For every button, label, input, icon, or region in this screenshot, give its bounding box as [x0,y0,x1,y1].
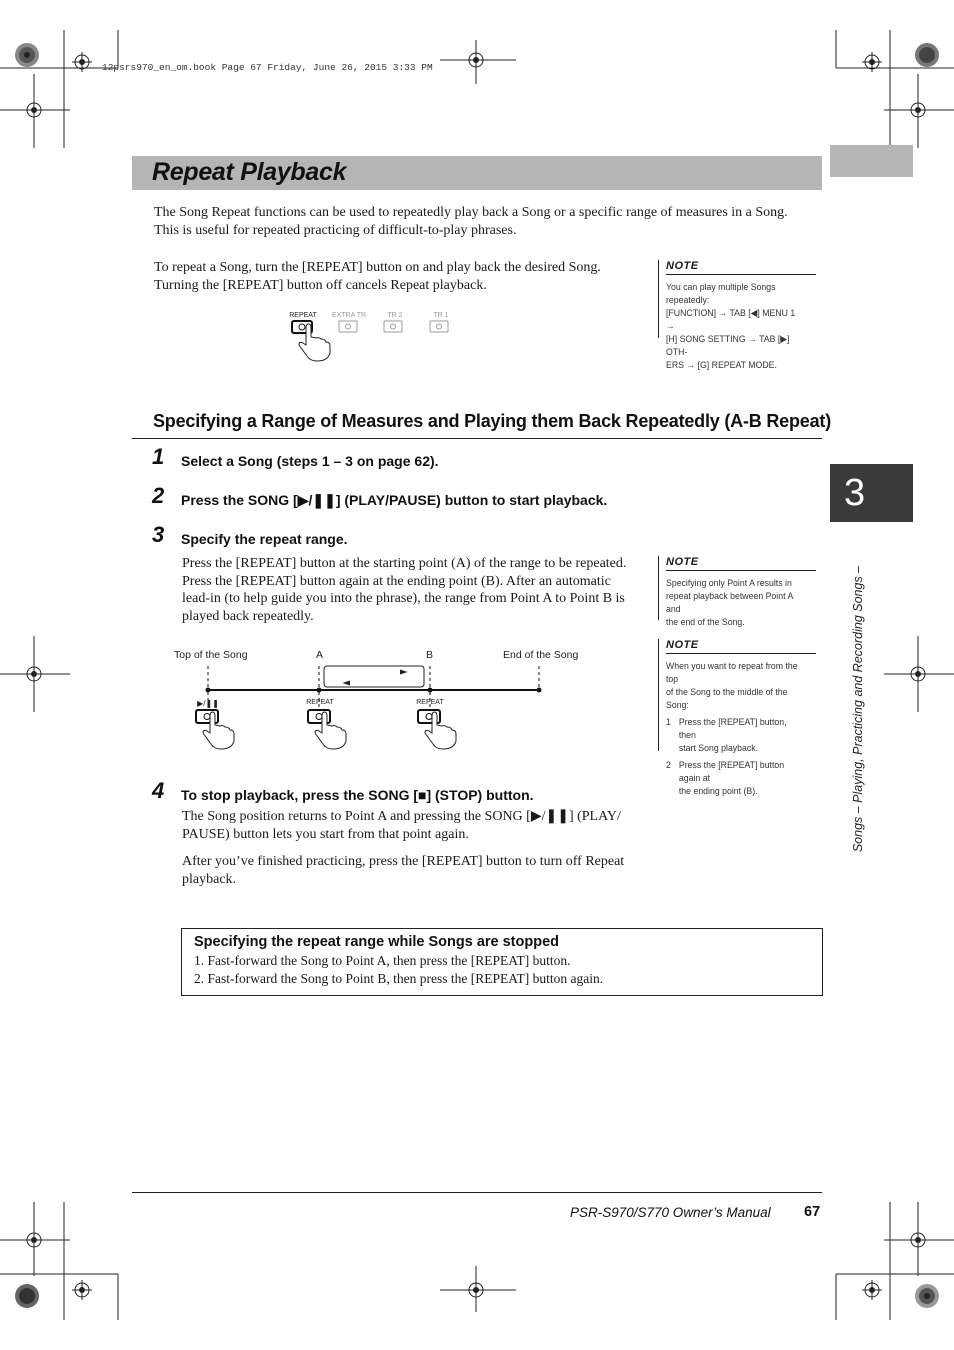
note-title: NOTE [666,260,816,275]
note-line: of the Song to the middle of the Song: [666,687,788,711]
tr1-panel-label: TR 1 [433,312,449,319]
footer-rule [132,1192,822,1193]
intro-line: This is useful for repeated practicing of difficult-to-play phrases. [154,222,517,238]
intro-line: Turning the [REPEAT] button off cancels Repeat playback. [154,277,487,293]
tip-item: 2. Fast-forward the Song to Point B, then press the [REPEAT] button again. [194,971,604,986]
repeat-a-label: REPEAT [306,699,334,706]
repeat-panel-label: REPEAT [289,312,317,319]
note-title: NOTE [666,556,816,571]
footer-manual-title: PSR-S970/S770 Owner’s Manual [570,1205,771,1220]
side-chapter-title: Songs – Playing, Practicing and Recording Songs – [851,565,865,853]
note-line: [FUNCTION] → TAB [◀] MENU 1 → [666,308,796,332]
tip-box [181,928,823,996]
step-number: 4 [152,778,165,803]
step-text: To stop playback, press the SONG [■] (STOP) button. [181,787,534,803]
title-bar [132,156,822,190]
note-list-item [666,716,806,755]
extra-tr-button-icon [339,321,357,332]
body-line: Press the [REPEAT] button again at the ending point (B). After an automatic [182,573,611,589]
note-body [666,577,806,629]
note-item-text: the ending point (B). [678,786,758,797]
note-item-number: 2 [666,760,671,771]
note-title: NOTE [666,639,816,654]
loop-arrow-icon [324,666,424,687]
tr1-button-icon [430,321,448,332]
body-line: playback. [182,871,237,887]
extra-tr-panel-label: EXTRA TR [331,312,367,319]
note-body [666,660,806,798]
side-grey-tab [830,145,913,177]
intro-line: To repeat a Song, turn the [REPEAT] button on and play back the desired Song. [154,260,601,275]
step3-body [182,555,626,625]
step-number: 2 [152,483,165,508]
note-list [666,716,806,798]
tr2-button-icon [384,321,402,332]
step-text: Select a Song (steps 1 – 3 on page 62). [181,453,439,469]
step-text: Press the SONG [▶/❚❚] (PLAY/PAUSE) button to start playback. [181,492,608,508]
step-number: 1 [152,444,165,469]
chapter-tab [830,464,913,522]
tr2-panel-label: TR 2 [387,312,403,319]
body-line: After you’ve finished practicing, press the [REPEAT] button to turn off Repeat [182,854,625,869]
body-line: Press the [REPEAT] button at the starting point (A) of the range to be repeated. [182,556,627,571]
ab-repeat-timeline [190,662,560,714]
chapter-number: 3 [844,472,866,514]
repeat-b-label: REPEAT [416,699,444,706]
panel-buttons-illustration [286,318,466,364]
page-title: Repeat Playback [152,158,347,186]
diagram-button-presses [192,708,462,752]
play-pause-label: ▶/❚❚ [197,699,219,708]
point-a-label: A [316,649,324,661]
body-line: played back repeatedly. [182,608,314,624]
note-box-point-a [658,556,818,628]
step4-body [182,808,621,843]
end-of-song-label: End of the Song [503,649,579,661]
body-line: lead-in (to help guide you into the phrase), the range from Point A to Point B is [182,591,625,606]
file-header-line: 12psrs970_en_om.book Page 67 Friday, June 26, 2015 3:33 PM [102,62,433,73]
note-body [666,281,806,372]
section-rule [132,438,822,439]
note-item-text: Press the [REPEAT] button again at [678,760,785,784]
tip-title: Specifying the repeat range while Songs are stopped [194,934,559,950]
point-b-label: B [426,649,434,661]
step-text: Specify the repeat range. [181,531,348,547]
intro-paragraph-2 [154,259,601,294]
note-item-text: Press the [REPEAT] button, then [678,717,787,741]
note-line: When you want to repeat from the top [666,661,798,685]
note-list-item [666,759,806,798]
top-of-song-label: Top of the Song [174,649,248,661]
note-line: repeat playback between Point A and [666,591,793,615]
intro-line: The Song Repeat functions can be used to repeatedly play back a Song or a specific range of measures in a Song. [154,205,788,220]
intro-paragraph-1 [154,204,788,239]
tip-item: 1. Fast-forward the Song to Point A, then press the [REPEAT] button. [194,953,571,968]
note-line: [H] SONG SETTING → TAB [▶] OTH- [666,334,790,358]
note-box-top-to-middle [658,639,818,797]
body-line: PAUSE) button lets you start from that point again. [182,826,469,842]
note-box-repeat-mode [658,260,818,371]
step4-after [182,853,624,888]
note-line: You can play multiple Songs repeatedly: [666,282,776,306]
section-heading: Specifying a Range of Measures and Playing them Back Repeatedly (A-B Repeat) [153,411,831,431]
step-number: 3 [152,522,165,547]
note-item-text: start Song playback. [678,743,759,754]
note-line: Specifying only Point A results in [666,578,792,589]
page-number: 67 [804,1204,821,1220]
note-line: the end of the Song. [666,617,745,628]
note-line: ERS → [G] REPEAT MODE. [666,360,777,371]
note-item-number: 1 [666,717,671,728]
body-line: The Song position returns to Point A and pressing the SONG [▶/❚❚] (PLAY/ [182,809,621,824]
